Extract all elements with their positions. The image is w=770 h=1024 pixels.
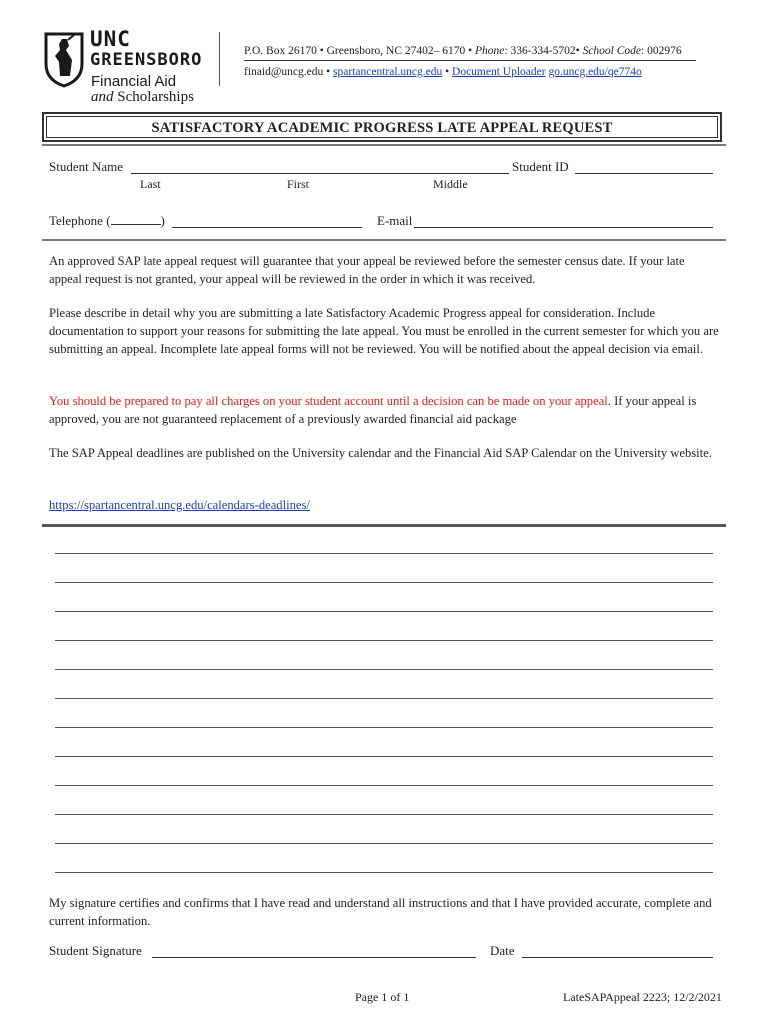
email-label: E-mail: [377, 213, 413, 228]
date-field[interactable]: [522, 957, 713, 958]
explanation-line[interactable]: [55, 698, 713, 699]
explanation-line[interactable]: [55, 756, 713, 757]
explanation-line[interactable]: [55, 669, 713, 670]
student-signature-field[interactable]: [152, 957, 476, 958]
student-name-field[interactable]: [131, 173, 509, 174]
paragraph-guarantee: An approved SAP late appeal request will guarantee that your appeal be reviewed before the semester census date. If your late appeal request is not granted, your appeal will be reviewed in the order in which it was received.: [49, 254, 685, 286]
explanation-line[interactable]: [55, 640, 713, 641]
contact-address-line: P.O. Box 26170 • Greensboro, NC 27402– 6170 • Phone: 336-334-5702• School Code: 002976: [244, 45, 682, 57]
email-field[interactable]: [414, 227, 713, 228]
first-name-label: First: [287, 177, 310, 191]
explanation-line[interactable]: [55, 582, 713, 583]
page-number: Page 1 of 1: [355, 990, 410, 1004]
calendars-deadlines-link[interactable]: https://spartancentral.uncg.edu/calendars-deadlines/: [49, 498, 310, 512]
explanation-line[interactable]: [55, 843, 713, 844]
student-signature-label: Student Signature: [49, 943, 142, 958]
page-title: SATISFACTORY ACADEMIC PROGRESS LATE APPEAL REQUEST: [151, 120, 613, 136]
title-rule: [42, 144, 726, 146]
explanation-line[interactable]: [55, 872, 713, 873]
logo-financial-aid: Financial Aid: [91, 73, 177, 90]
logo-greensboro: GREENSBORO: [90, 50, 203, 70]
document-id: LateSAPAppeal 2223; 12/2/2021: [563, 990, 722, 1004]
date-label: Date: [490, 943, 515, 958]
contact-links-line: finaid@uncg.edu • spartancentral.uncg.edu • Document Uploader go.uncg.edu/qe774o: [244, 66, 642, 78]
contact-email: finaid@uncg.edu •: [244, 66, 334, 78]
header-divider: [219, 32, 220, 86]
explanation-line[interactable]: [55, 727, 713, 728]
area-code-field[interactable]: [111, 213, 161, 225]
spartan-logo-icon: [42, 30, 86, 88]
logo-scholarships: and Scholarships: [91, 89, 194, 105]
explanation-section-rule: [42, 524, 726, 527]
contact-rule: [244, 60, 696, 61]
student-name-label: Student Name: [49, 159, 124, 174]
middle-name-label: Middle: [433, 177, 468, 191]
signature-statement: My signature certifies and confirms that I have read and understand all instructions and that I have provided accurate, complete and current information.: [49, 896, 712, 928]
explanation-line[interactable]: [55, 611, 713, 612]
go-uncg-link[interactable]: go.uncg.edu/qe774o: [548, 66, 642, 78]
explanation-line[interactable]: [55, 553, 713, 554]
explanation-line[interactable]: [55, 785, 713, 786]
telephone-label: Telephone ( ): [49, 213, 165, 228]
telephone-field[interactable]: [172, 227, 362, 228]
paragraph-charges-warning: You should be prepared to pay all charges on your student account until a decision can be made on your appeal. If your appeal is approved, you are not guaranteed replacement of a previously awarded financial aid package: [49, 394, 697, 426]
spartancentral-link[interactable]: spartancentral.uncg.edu: [333, 66, 443, 78]
explanation-line[interactable]: [55, 814, 713, 815]
document-uploader-link[interactable]: Document Uploader: [452, 66, 546, 78]
paragraph-instructions: Please describe in detail why you are submitting a late Satisfactory Academic Progress appeal for consideration. Include documentation to support your reasons for submitting the late appeal. You must be enrolled in the current semester for which you are submitting an appeal. Incomplete late appeal forms will not be reviewed. You will be notified about the appeal decision via email.: [49, 306, 719, 356]
last-name-label: Last: [140, 177, 161, 191]
title-box: [42, 112, 722, 142]
form-rule: [42, 239, 726, 241]
student-id-field[interactable]: [575, 173, 713, 174]
student-id-label: Student ID: [512, 159, 569, 174]
paragraph-deadlines: The SAP Appeal deadlines are published on the University calendar and the Financial Aid SAP Calendar on the University website.: [49, 446, 712, 460]
logo-unc: UNC: [90, 27, 131, 51]
